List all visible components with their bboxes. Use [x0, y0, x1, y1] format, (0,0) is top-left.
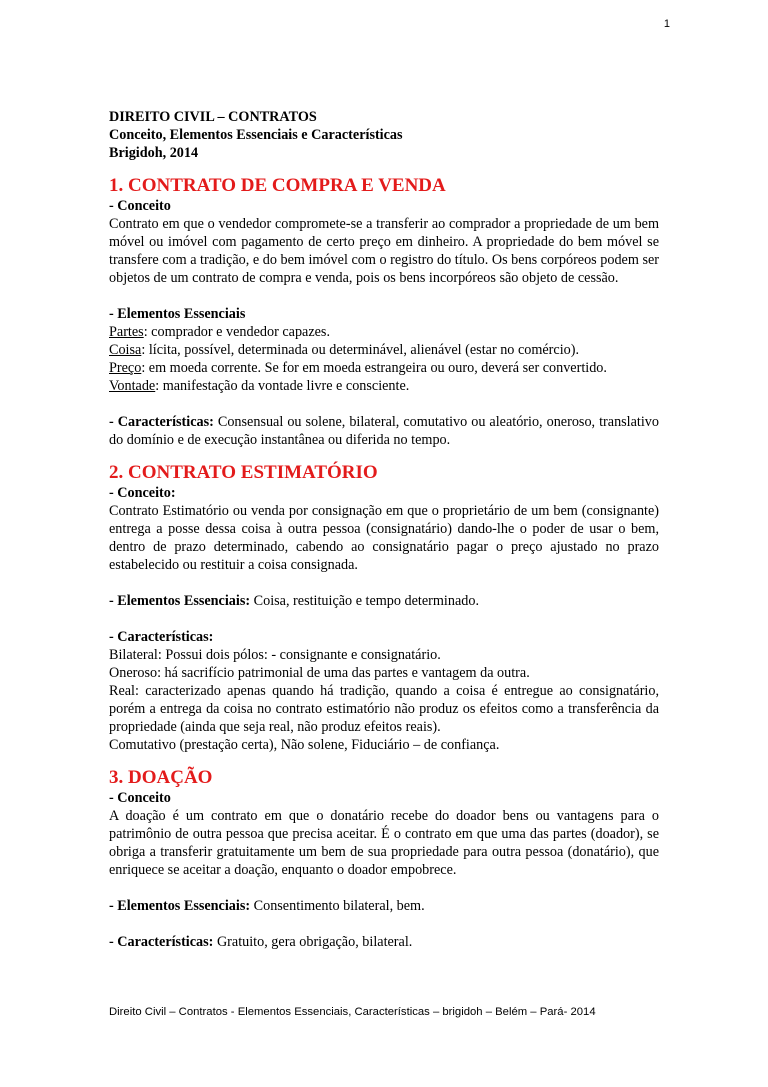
- preco-label: Preço: [109, 360, 142, 376]
- s1-caract-text: Consensual ou solene, bilateral, comutativo ou aleatório, oneroso, translativo do domínio e de execução instantânea ou diferida no tempo.: [109, 414, 659, 448]
- s3-elementos-label: - Elementos Essenciais:: [109, 898, 251, 914]
- s3-elementos: [109, 897, 659, 915]
- document-body: [109, 108, 659, 951]
- page-number: 1: [663, 18, 670, 30]
- header-author: Brigidoh, 2014: [109, 145, 199, 161]
- s3-conceito-label: - Conceito: [109, 790, 171, 806]
- section-title-compra-venda: 1. CONTRATO DE COMPRA E VENDA: [109, 175, 446, 196]
- s1-coisa-line: [109, 341, 659, 359]
- s3-conceito-text: A doação é um contrato em que o donatário recebe do doador bens ou vantagens para o patrimônio de outra pessoa que precisa aceitar. É o contrato em que uma das partes (doador), se obriga a transferir gratuitamente um bem de sua propriedade para outra pessoa (donatário), que enriquece se aceitar a doação, enquanto o doador empobrece.: [109, 808, 659, 878]
- section-title-doacao: 3. DOAÇÃO: [109, 767, 213, 788]
- s1-caracteristicas: [109, 413, 659, 449]
- s1-preco-line: [109, 359, 659, 377]
- s2-bilateral: Bilateral: Possui dois pólos: - consignante e consignatário.: [109, 647, 441, 663]
- s1-caract-label: - Características:: [109, 414, 214, 430]
- s2-elementos-label: - Elementos Essenciais:: [109, 593, 251, 609]
- vontade-text: : manifestação da vontade livre e consciente.: [155, 378, 410, 394]
- s2-elementos-text: Coisa, restituição e tempo determinado.: [250, 593, 479, 609]
- document-header: [109, 108, 659, 162]
- s2-caract-label: - Características:: [109, 629, 214, 645]
- header-topic: Conceito, Elementos Essenciais e Características: [109, 127, 403, 143]
- s2-conceito-text: Contrato Estimatório ou venda por consignação em que o proprietário de um bem (consignante) entrega a posse dessa coisa à outra pessoa (consignatário) dando-lhe o poder de usar o bem, dentro de prazo determinado, cabendo ao consignatário pagar o preço ajustado no prazo estabelecido ou restituir a coisa consignada.: [109, 503, 659, 573]
- header-subject: DIREITO CIVIL – CONTRATOS: [109, 109, 317, 125]
- coisa-label: Coisa: [109, 342, 142, 358]
- s1-partes-line: [109, 323, 659, 341]
- s3-elementos-text: Consentimento bilateral, bem.: [250, 898, 425, 914]
- partes-label: Partes: [109, 324, 144, 340]
- partes-text: : comprador e vendedor capazes.: [143, 324, 331, 340]
- vontade-label: Vontade: [109, 378, 156, 394]
- s2-conceito-label: - Conceito:: [109, 485, 176, 501]
- s2-elementos: [109, 592, 659, 610]
- s1-vontade-line: [109, 377, 659, 395]
- preco-text: : em moeda corrente. Se for em moeda estrangeira ou ouro, deverá ser convertido.: [141, 360, 607, 376]
- page-footer: Direito Civil – Contratos - Elementos Essenciais, Características – brigidoh – Belém – Pará- 2014: [109, 1006, 596, 1018]
- s1-elementos-label: - Elementos Essenciais: [109, 306, 246, 322]
- coisa-text: : lícita, possível, determinada ou determinável, alienável (estar no comércio).: [141, 342, 580, 358]
- s3-caract-label: - Características:: [109, 934, 214, 950]
- section-title-estimatorio: 2. CONTRATO ESTIMATÓRIO: [109, 462, 378, 483]
- s2-comutativo: Comutativo (prestação certa), Não solene, Fiduciário – de confiança.: [109, 737, 500, 753]
- s3-caract-text: Gratuito, gera obrigação, bilateral.: [213, 934, 413, 950]
- s2-oneroso: Oneroso: há sacrifício patrimonial de uma das partes e vantagem da outra.: [109, 665, 530, 681]
- s3-caracteristicas: [109, 933, 659, 951]
- s2-real: Real: caracterizado apenas quando há tradição, quando a coisa é entregue ao consignatário, porém a entrega da coisa no contrato estimatório não produz os efeitos como a transferência da propriedade (ainda que seja real, não produz efeitos reais).: [109, 683, 659, 735]
- s1-conceito-label: - Conceito: [109, 198, 171, 214]
- s1-conceito-text: Contrato em que o vendedor compromete-se a transferir ao comprador a propriedade de um bem móvel ou imóvel com pagamento de certo preço em dinheiro. A propriedade do bem móvel se transfere com a tradição, e do bem imóvel com o registro do título. Os bens corpóreos podem ser objetos de um contrato de compra e venda, pois os bens incorpóreos são objeto de cessão.: [109, 216, 659, 286]
